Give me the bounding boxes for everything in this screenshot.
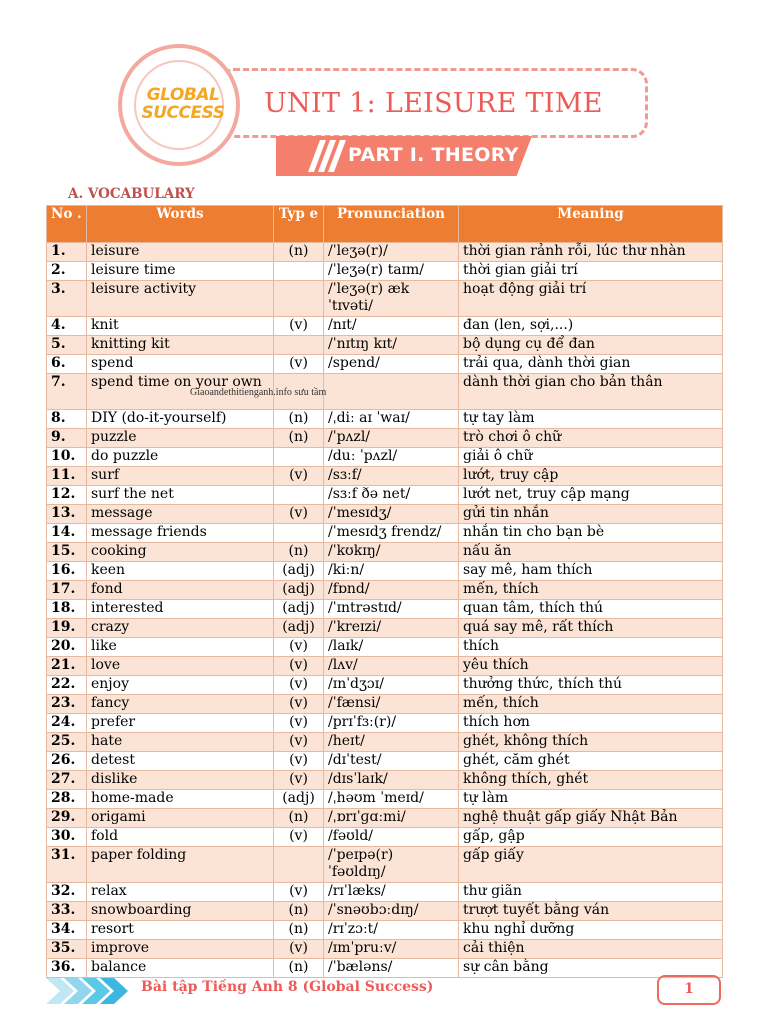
table-row xyxy=(47,243,723,262)
row-number: 34. xyxy=(47,921,87,940)
row-number: 18. xyxy=(47,600,87,619)
row-number: 6. xyxy=(47,355,87,374)
row-pronunciation: /ˈbæləns/ xyxy=(324,959,459,978)
table-row xyxy=(47,281,723,317)
table-row xyxy=(47,638,723,657)
table-row xyxy=(47,847,723,883)
row-number: 19. xyxy=(47,619,87,638)
row-word: puzzle xyxy=(87,429,274,448)
row-word: knit xyxy=(87,317,274,336)
watermark-text: Giaoandethitienganh.info sưu tầm xyxy=(190,387,327,398)
row-number: 20. xyxy=(47,638,87,657)
row-type: (adj) xyxy=(274,562,324,581)
row-pronunciation: /laɪk/ xyxy=(324,638,459,657)
header-banner xyxy=(118,44,652,174)
row-meaning: thích hơn xyxy=(459,714,723,733)
table-row xyxy=(47,410,723,429)
row-meaning: yêu thích xyxy=(459,657,723,676)
row-type: (adj) xyxy=(274,581,324,600)
row-type: (adj) xyxy=(274,619,324,638)
row-number: 35. xyxy=(47,940,87,959)
table-row xyxy=(47,790,723,809)
row-type: (v) xyxy=(274,771,324,790)
table-row xyxy=(47,714,723,733)
row-pronunciation: /ˈɪntrəstɪd/ xyxy=(324,600,459,619)
row-number: 31. xyxy=(47,847,87,883)
row-type: (adj) xyxy=(274,600,324,619)
row-type: (v) xyxy=(274,317,324,336)
row-type: (v) xyxy=(274,714,324,733)
row-pronunciation: /lʌv/ xyxy=(324,657,459,676)
row-pronunciation: /ˈnɪtɪŋ kɪt/ xyxy=(324,336,459,355)
chevron-arrows-icon xyxy=(46,976,130,1006)
row-type xyxy=(274,281,324,317)
table-row xyxy=(47,505,723,524)
row-word: spend xyxy=(87,355,274,374)
table-row xyxy=(47,600,723,619)
row-pronunciation: /ˈleʒə(r) æk ˈtɪvəti/ xyxy=(324,281,459,317)
table-row xyxy=(47,524,723,543)
row-type: (adj) xyxy=(274,790,324,809)
table-row xyxy=(47,486,723,505)
row-word: interested xyxy=(87,600,274,619)
row-type: (v) xyxy=(274,467,324,486)
row-meaning: trượt tuyết bằng ván xyxy=(459,902,723,921)
row-pronunciation: /ˌdiː aɪ ˈwaɪ/ xyxy=(324,410,459,429)
row-word: leisure time xyxy=(87,262,274,281)
row-type: (n) xyxy=(274,543,324,562)
row-pronunciation: /ˈpʌzl/ xyxy=(324,429,459,448)
row-word: cooking xyxy=(87,543,274,562)
header-meaning: Meaning xyxy=(459,206,723,243)
row-meaning: say mê, ham thích xyxy=(459,562,723,581)
row-pronunciation: /ˈleʒə(r)/ xyxy=(324,243,459,262)
row-number: 3. xyxy=(47,281,87,317)
row-meaning: quan tâm, thích thú xyxy=(459,600,723,619)
row-meaning: gấp, gập xyxy=(459,828,723,847)
row-meaning: gấp giấy xyxy=(459,847,723,883)
row-meaning: ghét, căm ghét xyxy=(459,752,723,771)
row-number: 14. xyxy=(47,524,87,543)
row-meaning: thư giãn xyxy=(459,883,723,902)
row-number: 9. xyxy=(47,429,87,448)
table-body xyxy=(47,243,723,978)
row-pronunciation: /ˈkreɪzi/ xyxy=(324,619,459,638)
table-row xyxy=(47,336,723,355)
row-word: surf the net xyxy=(87,486,274,505)
row-type: (v) xyxy=(274,828,324,847)
row-number: 13. xyxy=(47,505,87,524)
row-type: (n) xyxy=(274,809,324,828)
row-type xyxy=(274,336,324,355)
table-row xyxy=(47,883,723,902)
row-meaning: mến, thích xyxy=(459,695,723,714)
row-pronunciation: /sɜːf ðə net/ xyxy=(324,486,459,505)
row-type: (v) xyxy=(274,505,324,524)
row-pronunciation: /fɒnd/ xyxy=(324,581,459,600)
row-word: fold xyxy=(87,828,274,847)
row-pronunciation: /ˈfænsi/ xyxy=(324,695,459,714)
table-row xyxy=(47,733,723,752)
row-number: 23. xyxy=(47,695,87,714)
row-number: 27. xyxy=(47,771,87,790)
table-row xyxy=(47,543,723,562)
row-word: home-made xyxy=(87,790,274,809)
row-word: do puzzle xyxy=(87,448,274,467)
row-number: 4. xyxy=(47,317,87,336)
row-word: improve xyxy=(87,940,274,959)
table-row xyxy=(47,902,723,921)
row-meaning: hoạt động giải trí xyxy=(459,281,723,317)
row-pronunciation: /rɪˈlæks/ xyxy=(324,883,459,902)
row-type: (v) xyxy=(274,676,324,695)
row-type: (v) xyxy=(274,355,324,374)
part-label: PART I. THEORY xyxy=(348,144,519,166)
row-number: 15. xyxy=(47,543,87,562)
row-word: fond xyxy=(87,581,274,600)
row-meaning: không thích, ghét xyxy=(459,771,723,790)
slash-decoration-icon xyxy=(306,140,346,172)
row-word: leisure xyxy=(87,243,274,262)
logo-text xyxy=(128,86,238,122)
row-pronunciation: /ɪnˈdʒɔɪ/ xyxy=(324,676,459,695)
row-word: surf xyxy=(87,467,274,486)
row-number: 33. xyxy=(47,902,87,921)
row-meaning: dành thời gian cho bản thân xyxy=(459,374,723,410)
row-type: (v) xyxy=(274,733,324,752)
row-word: DIY (do-it-yourself) xyxy=(87,410,274,429)
row-pronunciation: /sɜːf/ xyxy=(324,467,459,486)
row-number: 22. xyxy=(47,676,87,695)
table-row xyxy=(47,374,723,410)
table-row xyxy=(47,809,723,828)
row-type: (n) xyxy=(274,429,324,448)
table-row xyxy=(47,429,723,448)
row-type xyxy=(274,524,324,543)
row-pronunciation: /rɪˈzɔːt/ xyxy=(324,921,459,940)
row-number: 36. xyxy=(47,959,87,978)
global-success-logo xyxy=(118,44,240,166)
table-row xyxy=(47,262,723,281)
row-meaning: khu nghỉ dưỡng xyxy=(459,921,723,940)
row-type xyxy=(274,448,324,467)
row-pronunciation: /fəʊld/ xyxy=(324,828,459,847)
table-row xyxy=(47,695,723,714)
table-row xyxy=(47,619,723,638)
row-pronunciation: /kiːn/ xyxy=(324,562,459,581)
header-no: No . xyxy=(47,206,87,243)
row-number: 16. xyxy=(47,562,87,581)
row-word: like xyxy=(87,638,274,657)
logo-line-1: GLOBAL xyxy=(146,85,220,105)
row-meaning: ghét, không thích xyxy=(459,733,723,752)
row-number: 21. xyxy=(47,657,87,676)
row-type xyxy=(274,262,324,281)
row-meaning: lướt, truy cập xyxy=(459,467,723,486)
row-number: 5. xyxy=(47,336,87,355)
row-pronunciation: /ˈleʒə(r) taɪm/ xyxy=(324,262,459,281)
row-number: 24. xyxy=(47,714,87,733)
table-row xyxy=(47,940,723,959)
row-number: 17. xyxy=(47,581,87,600)
row-meaning: mến, thích xyxy=(459,581,723,600)
row-pronunciation: /ˈpeɪpə(r) ˈfəʊldɪŋ/ xyxy=(324,847,459,883)
table-row xyxy=(47,921,723,940)
row-word: detest xyxy=(87,752,274,771)
row-pronunciation: /prɪˈfɜː(r)/ xyxy=(324,714,459,733)
row-meaning: trải qua, dành thời gian xyxy=(459,355,723,374)
row-word: message xyxy=(87,505,274,524)
vocabulary-table xyxy=(46,205,723,978)
table-row xyxy=(47,448,723,467)
row-number: 11. xyxy=(47,467,87,486)
row-pronunciation: /ˌɒrɪˈɡɑːmi/ xyxy=(324,809,459,828)
row-meaning: tự tay làm xyxy=(459,410,723,429)
row-type: (v) xyxy=(274,695,324,714)
row-meaning: thưởng thức, thích thú xyxy=(459,676,723,695)
row-meaning: cải thiện xyxy=(459,940,723,959)
table-row xyxy=(47,581,723,600)
section-title: A. VOCABULARY xyxy=(68,186,195,202)
table-row xyxy=(47,828,723,847)
table-row xyxy=(47,562,723,581)
row-word: prefer xyxy=(87,714,274,733)
footer-book-title: Bài tập Tiếng Anh 8 (Global Success) xyxy=(141,979,434,995)
row-pronunciation: /dɪˈtest/ xyxy=(324,752,459,771)
table-row xyxy=(47,317,723,336)
row-word: snowboarding xyxy=(87,902,274,921)
row-number: 29. xyxy=(47,809,87,828)
row-word: spend time on your own xyxy=(87,374,274,410)
row-meaning: trò chơi ô chữ xyxy=(459,429,723,448)
row-pronunciation: /ˌhəʊm ˈmeɪd/ xyxy=(324,790,459,809)
row-meaning: gửi tin nhắn xyxy=(459,505,723,524)
row-number: 10. xyxy=(47,448,87,467)
row-number: 2. xyxy=(47,262,87,281)
page-number-box xyxy=(657,975,721,1005)
row-number: 7. xyxy=(47,374,87,410)
row-word: enjoy xyxy=(87,676,274,695)
header-type: Typ e xyxy=(274,206,324,243)
table-row xyxy=(47,959,723,978)
row-number: 1. xyxy=(47,243,87,262)
row-word: knitting kit xyxy=(87,336,274,355)
row-word: relax xyxy=(87,883,274,902)
row-word: dislike xyxy=(87,771,274,790)
row-meaning: giải ô chữ xyxy=(459,448,723,467)
table-row xyxy=(47,467,723,486)
row-word: balance xyxy=(87,959,274,978)
row-type: (v) xyxy=(274,940,324,959)
row-word: fancy xyxy=(87,695,274,714)
table-header-row xyxy=(47,206,723,243)
row-type: (v) xyxy=(274,638,324,657)
row-pronunciation: /heɪt/ xyxy=(324,733,459,752)
row-pronunciation: /spend/ xyxy=(324,355,459,374)
row-meaning: thời gian rảnh rỗi, lúc thư nhàn xyxy=(459,243,723,262)
row-meaning: bộ dụng cụ để đan xyxy=(459,336,723,355)
row-number: 25. xyxy=(47,733,87,752)
row-word: paper folding xyxy=(87,847,274,883)
row-meaning: thời gian giải trí xyxy=(459,262,723,281)
table-row xyxy=(47,752,723,771)
row-word: love xyxy=(87,657,274,676)
row-pronunciation: /ˈkʊkɪŋ/ xyxy=(324,543,459,562)
row-number: 8. xyxy=(47,410,87,429)
row-type: (v) xyxy=(274,752,324,771)
row-type: (v) xyxy=(274,883,324,902)
row-type: (v) xyxy=(274,657,324,676)
row-number: 28. xyxy=(47,790,87,809)
row-pronunciation: /ˈsnəʊbɔːdɪŋ/ xyxy=(324,902,459,921)
row-meaning: đan (len, sợi,...) xyxy=(459,317,723,336)
row-word: crazy xyxy=(87,619,274,638)
row-pronunciation: /ɪmˈpruːv/ xyxy=(324,940,459,959)
row-type: (n) xyxy=(274,921,324,940)
table-row xyxy=(47,771,723,790)
row-pronunciation: /ˈmesɪdʒ/ xyxy=(324,505,459,524)
row-number: 30. xyxy=(47,828,87,847)
table-row xyxy=(47,657,723,676)
table-row xyxy=(47,676,723,695)
unit-title: UNIT 1: LEISURE TIME xyxy=(264,88,603,119)
row-meaning: quá say mê, rất thích xyxy=(459,619,723,638)
row-word: resort xyxy=(87,921,274,940)
page-number: 1 xyxy=(684,981,694,997)
row-number: 32. xyxy=(47,883,87,902)
row-meaning: sự cân bằng xyxy=(459,959,723,978)
row-meaning: tự làm xyxy=(459,790,723,809)
row-type: (n) xyxy=(274,410,324,429)
row-pronunciation: /nɪt/ xyxy=(324,317,459,336)
table-row xyxy=(47,355,723,374)
row-word: hate xyxy=(87,733,274,752)
row-meaning: thích xyxy=(459,638,723,657)
row-number: 12. xyxy=(47,486,87,505)
row-meaning: nhắn tin cho bạn bè xyxy=(459,524,723,543)
row-pronunciation: /ˈmesɪdʒ frendz/ xyxy=(324,524,459,543)
row-type xyxy=(274,847,324,883)
row-type: (n) xyxy=(274,243,324,262)
row-meaning: nghệ thuật gấp giấy Nhật Bản xyxy=(459,809,723,828)
row-word: message friends xyxy=(87,524,274,543)
row-meaning: nấu ăn xyxy=(459,543,723,562)
row-type: (n) xyxy=(274,902,324,921)
header-pronunciation: Pronunciation xyxy=(324,206,459,243)
row-pronunciation xyxy=(324,374,459,410)
row-pronunciation: /duː ˈpʌzl/ xyxy=(324,448,459,467)
row-meaning: lướt net, truy cập mạng xyxy=(459,486,723,505)
row-word: keen xyxy=(87,562,274,581)
logo-line-2: SUCCESS xyxy=(141,103,225,123)
row-type: (n) xyxy=(274,959,324,978)
row-word: leisure activity xyxy=(87,281,274,317)
row-type xyxy=(274,486,324,505)
row-pronunciation: /dɪsˈlaɪk/ xyxy=(324,771,459,790)
row-number: 26. xyxy=(47,752,87,771)
row-word: origami xyxy=(87,809,274,828)
header-words: Words xyxy=(87,206,274,243)
